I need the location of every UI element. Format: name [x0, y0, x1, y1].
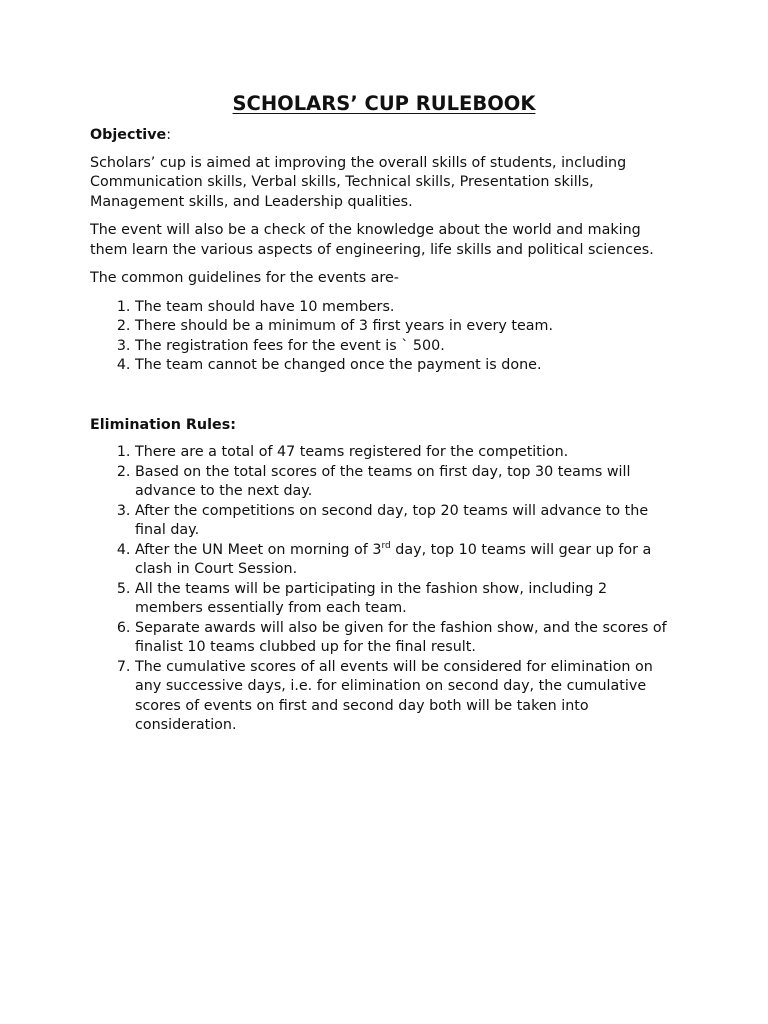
list-item: 2. There should be a minimum of 3 first years in every team. — [135, 317, 678, 337]
list-item: 3. The registration fees for the event is ` 500. — [135, 337, 678, 357]
list-item: 2. Based on the total scores of the teams on first day, top 30 teams will advance to the next day. — [135, 463, 678, 502]
list-item: 1. There are a total of 47 teams registered for the competition. — [135, 443, 678, 463]
paragraph: The event will also be a check of the knowledge about the world and making them learn the various aspects of engineering, life skills and political sciences. — [90, 222, 654, 258]
rule-text: day, top 10 teams will gear up for a clash in Court Session. — [135, 541, 652, 577]
list-item: 7. The cumulative scores of all events will be considered for elimination on any successive days, i.e. for elimination on second day, the cumulative scores of events on first and second day both will be taken into consideration. — [135, 658, 678, 736]
list-item: 3. After the competitions on second day, top 20 teams will advance to the final day. — [135, 502, 678, 541]
elimination-heading — [90, 416, 678, 436]
list-item: 1. The team should have 10 members. — [135, 298, 678, 318]
objective-heading — [90, 126, 678, 146]
elimination-heading-label: Elimination Rules: — [90, 416, 236, 433]
list-item — [135, 541, 678, 580]
section-spacer — [90, 385, 678, 416]
ordinal-suffix: rd — [381, 540, 391, 551]
paragraph: The common guidelines for the events are- — [90, 270, 399, 286]
guidelines-list — [90, 298, 678, 376]
objective-heading-colon: : — [166, 127, 172, 143]
list-item: 4. The team cannot be changed once the payment is done. — [135, 356, 678, 376]
objective-heading-label: Objective — [90, 127, 167, 143]
list-item: 6. Separate awards will also be given for the fashion show, and the scores of finalist 10 teams clubbed up for the final result. — [135, 619, 678, 658]
elimination-rules-list — [90, 443, 678, 736]
page-title: SCHOLARS’ CUP RULEBOOK — [232, 92, 536, 115]
list-item: 5. All the teams will be participating in the fashion show, including 2 members essentially from each team. — [135, 580, 678, 619]
rule-text: After the UN Meet on morning of 3 — [135, 541, 382, 558]
paragraph: Scholars’ cup is aimed at improving the overall skills of students, including Communication skills, Verbal skills, Technical skills, Presentation skills, Management skills, and Leadership qualities. — [90, 154, 627, 210]
